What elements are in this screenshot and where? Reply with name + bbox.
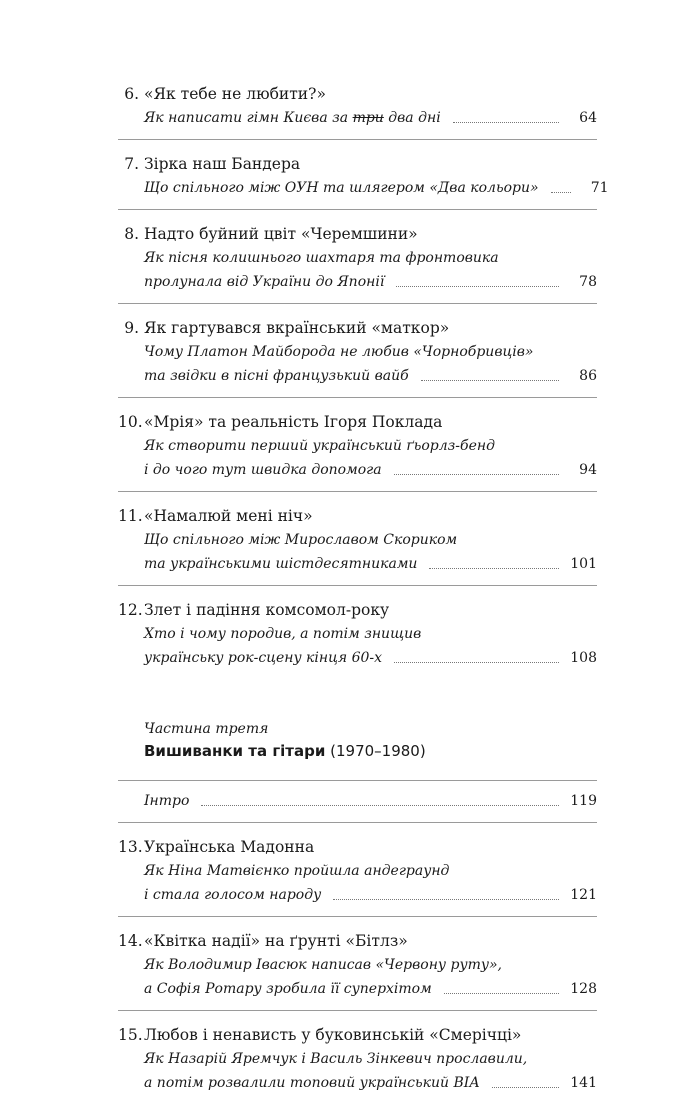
chapter-subtitle-last-line xyxy=(118,646,597,670)
chapter-title: «Намалюй мені ніч» xyxy=(144,507,313,525)
toc-entry[interactable] xyxy=(118,1023,597,1105)
chapter-number: 7. xyxy=(124,155,139,173)
part-title-text: Вишиванки та гітари xyxy=(144,742,326,760)
entry-title-line xyxy=(118,929,597,953)
dot-leader xyxy=(333,898,559,900)
chapter-subtitle-last-line xyxy=(118,458,597,482)
chapter-subtitle: Як Ніна Матвієнко пройшла андеграунд xyxy=(144,863,450,879)
chapter-number: 15. xyxy=(118,1026,143,1044)
page-number: 141 xyxy=(570,1075,597,1091)
part-label: Частина третя xyxy=(144,721,269,737)
dot-leader xyxy=(396,285,559,287)
chapter-subtitle-line xyxy=(118,434,597,458)
chapter-subtitle: українську рок-сцену кінця 60-х xyxy=(144,650,383,666)
chapter-subtitle: Як створити перший український ґьорлз-бенд xyxy=(144,438,495,454)
chapter-subtitle-line xyxy=(118,528,597,552)
toc-entry[interactable] xyxy=(118,929,597,1011)
chapter-subtitle: а Софія Ротару зробила її суперхітом xyxy=(144,981,432,997)
chapter-title: Українська Мадонна xyxy=(144,838,315,856)
page-number: 64 xyxy=(579,110,597,126)
chapter-subtitle: Що спільного між ОУН та шлягером «Два кольори» xyxy=(144,180,539,196)
dot-leader xyxy=(394,661,559,663)
entry-title-line xyxy=(118,598,597,622)
toc-entry[interactable] xyxy=(118,82,597,140)
entry-title-line xyxy=(118,316,597,340)
dot-leader xyxy=(394,473,559,475)
chapter-title: Любов і ненависть у буковинській «Смерічці» xyxy=(144,1026,522,1044)
chapter-subtitle-line xyxy=(118,340,597,364)
chapter-subtitle-last-line xyxy=(118,364,597,388)
chapter-subtitle-line xyxy=(118,859,597,883)
chapter-subtitle: Що спільного між Мирославом Скориком xyxy=(144,532,458,548)
toc-entry[interactable] xyxy=(118,504,597,586)
entry-title-line xyxy=(118,82,597,106)
page-number: 86 xyxy=(579,368,597,384)
chapter-title: Надто буйний цвіт «Черемшини» xyxy=(144,225,418,243)
chapter-subtitle-line xyxy=(118,622,597,646)
chapter-title: Як гартувався вкраїнський «маткор» xyxy=(144,319,450,337)
chapter-number: 8. xyxy=(124,225,139,243)
chapter-subtitle xyxy=(144,106,441,130)
page-number: 78 xyxy=(579,274,597,290)
chapter-subtitle-last-line xyxy=(118,106,597,130)
entry-title-line xyxy=(118,504,597,528)
chapter-subtitle-last-line xyxy=(118,270,597,294)
intro-entry[interactable] xyxy=(118,780,597,823)
chapter-number: 6. xyxy=(124,85,139,103)
dot-leader xyxy=(444,992,559,994)
chapter-subtitle-last-line xyxy=(118,883,597,907)
chapter-number: 14. xyxy=(118,932,143,950)
chapter-subtitle: Як Володимир Івасюк написав «Червону руту», xyxy=(144,957,502,973)
chapter-subtitle-line xyxy=(118,246,597,270)
chapter-subtitle-line xyxy=(118,953,597,977)
chapter-subtitle-last-line xyxy=(118,552,597,576)
toc-entry[interactable] xyxy=(118,410,597,492)
part-years: (1970–1980) xyxy=(330,742,426,760)
chapter-subtitle-line xyxy=(118,1047,597,1071)
chapter-subtitle: пролунала від України до Японії xyxy=(144,274,385,290)
part-three-heading xyxy=(118,718,597,762)
chapter-number: 12. xyxy=(118,601,143,619)
toc-entries-part-two xyxy=(118,82,609,680)
chapter-subtitle-last-line xyxy=(118,1071,597,1095)
page-number: 94 xyxy=(579,462,597,478)
dot-leader xyxy=(201,804,559,806)
entry-title-line xyxy=(118,152,597,176)
entry-title-line xyxy=(118,222,597,246)
entry-title-line xyxy=(118,410,597,434)
page-number: 108 xyxy=(570,650,597,666)
dot-leader xyxy=(492,1086,559,1088)
table-of-contents xyxy=(118,82,609,1105)
dot-leader xyxy=(429,567,559,569)
chapter-subtitle-last-line xyxy=(118,977,597,1001)
dot-leader xyxy=(453,121,559,123)
toc-entry[interactable] xyxy=(118,316,597,398)
page-number: 71 xyxy=(590,180,609,196)
intro-label: Інтро xyxy=(144,793,190,809)
chapter-number: 10. xyxy=(118,413,143,431)
entry-title-line xyxy=(118,835,597,859)
struck-word: три xyxy=(352,110,384,126)
page-number: 121 xyxy=(570,887,597,903)
dot-leader xyxy=(551,191,571,193)
chapter-subtitle: та українськими шістдесятниками xyxy=(144,556,418,572)
chapter-subtitle: Як пісня колишнього шахтаря та фронтовика xyxy=(144,250,499,266)
dot-leader xyxy=(421,379,559,381)
chapter-subtitle: а потім розвалили топовий український ВІА xyxy=(144,1075,480,1091)
chapter-title: Зірка наш Бандера xyxy=(144,155,301,173)
toc-entry[interactable] xyxy=(118,222,597,304)
chapter-number: 11. xyxy=(118,507,143,525)
chapter-subtitle: Чому Платон Майборода не любив «Чорнобривців» xyxy=(144,344,534,360)
page-number: 128 xyxy=(570,981,597,997)
chapter-number: 9. xyxy=(124,319,139,337)
chapter-title: Злет і падіння комсомол-року xyxy=(144,601,390,619)
page-number: 101 xyxy=(570,556,597,572)
toc-entry[interactable] xyxy=(118,598,597,680)
chapter-title: «Як тебе не любити?» xyxy=(144,85,326,103)
chapter-subtitle: Хто і чому породив, а потім знищив xyxy=(144,626,422,642)
chapter-title: «Мрія» та реальність Ігоря Поклада xyxy=(144,413,443,431)
part-title xyxy=(144,740,597,762)
toc-entries-part-three xyxy=(118,835,597,1105)
toc-entry[interactable] xyxy=(118,835,597,917)
subtitle-part: Як написати гімн Києва за xyxy=(144,110,353,126)
chapter-number: 13. xyxy=(118,838,143,856)
subtitle-part: два дні xyxy=(383,110,441,126)
chapter-subtitle: та звідки в пісні французький вайб xyxy=(144,368,409,384)
entry-title-line xyxy=(118,1023,597,1047)
toc-entry[interactable] xyxy=(118,152,609,210)
chapter-subtitle: і до чого тут швидка допомога xyxy=(144,462,382,478)
chapter-title: «Квітка надії» на ґрунті «Бітлз» xyxy=(144,932,408,950)
intro-page-number: 119 xyxy=(570,793,597,809)
chapter-subtitle: і стала голосом народу xyxy=(144,887,322,903)
chapter-subtitle: Як Назарій Яремчук і Василь Зінкевич прославили, xyxy=(144,1051,528,1067)
chapter-subtitle-last-line xyxy=(118,176,609,200)
